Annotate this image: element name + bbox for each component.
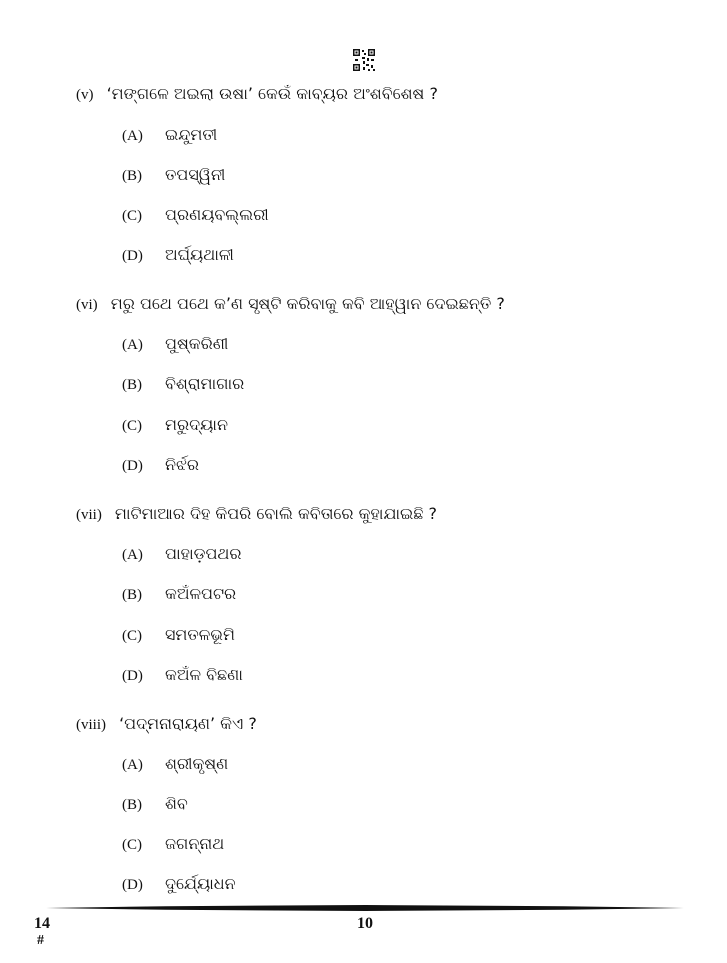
question-number: (vi) (76, 297, 98, 313)
option-text: ପ୍ରଣୟବଲ୍ଲରୀ (165, 205, 269, 224)
question-7 (76, 503, 437, 526)
qr-code-icon (352, 48, 376, 72)
option-c (122, 204, 269, 227)
paper-code: 14 (34, 915, 50, 932)
option-label: (D) (122, 877, 143, 893)
option-d (122, 454, 199, 477)
option-text: ତପସ୍ୱିନୀ (165, 165, 226, 184)
question-text: ‘ମଙ୍ଗଳେ ଅଇଲା ଉଷା’ କେଉଁ କାବ୍ୟର ଅଂଶବିଶେଷ ? (106, 84, 438, 103)
question-text: ମରୁ ପଥେ ପଥେ କ’ଣ ସୃଷ୍ଟି କରିବାକୁ କବି ଆହ୍ୱାନ ଦେଇଛନ୍ତି ? (110, 294, 505, 313)
option-label: (D) (122, 668, 143, 684)
option-text: କଅଁଳପଟର (165, 584, 237, 603)
option-label: (C) (122, 628, 142, 644)
option-label: (B) (122, 587, 142, 603)
footer-rule (46, 905, 684, 911)
option-text: ଇନ୍ଦୁମତୀ (165, 125, 218, 144)
option-d (122, 873, 236, 896)
option-label: (B) (122, 377, 142, 393)
option-label: (D) (122, 458, 143, 474)
option-text: ଜଗନ୍ନାଥ (165, 834, 225, 853)
page-number: 10 (357, 915, 373, 932)
option-label: (A) (122, 547, 143, 563)
option-text: କଅଁଳ ବିଛଣା (165, 665, 243, 684)
option-label: (A) (122, 757, 143, 773)
option-text: ପାହାଡ଼ପଥର (165, 544, 242, 563)
option-a (122, 543, 242, 566)
option-text: ଶିବ (165, 794, 188, 813)
option-text: ଅର୍ଘ୍ୟଥାଳୀ (165, 245, 234, 264)
question-8 (76, 713, 257, 736)
option-label: (B) (122, 168, 142, 184)
option-text: ସମତଳଭୂମି (165, 625, 235, 644)
option-b (122, 793, 188, 816)
option-label: (C) (122, 208, 142, 224)
question-text: ‘ପଦ୍ମନାରାୟଣ’ କିଏ ? (119, 714, 257, 733)
option-a (122, 333, 228, 356)
question-5 (76, 83, 438, 106)
option-c (122, 624, 235, 647)
option-text: ମରୁଦ୍ୟାନ (165, 415, 228, 434)
option-label: (B) (122, 797, 142, 813)
option-text: ନିର୍ଝର (165, 455, 200, 474)
option-label: (C) (122, 418, 142, 434)
option-text: ବିଶ୍ରାମାଗାର (165, 374, 245, 393)
option-b (122, 164, 225, 187)
question-text: ମାଟିମାଆର ଦିହ କିପରି ବୋଲି କବିତାରେ କୁହାଯାଇଛି ? (114, 504, 438, 523)
option-c (122, 414, 228, 437)
option-label: (C) (122, 837, 142, 853)
option-a (122, 753, 228, 776)
question-number: (viii) (76, 717, 106, 733)
option-b (122, 373, 244, 396)
footer-hash-mark: # (37, 933, 44, 948)
question-6 (76, 293, 505, 316)
option-label: (D) (122, 248, 143, 264)
option-b (122, 583, 236, 606)
option-label: (A) (122, 337, 143, 353)
question-number: (v) (76, 87, 94, 103)
option-label: (A) (122, 128, 143, 144)
option-d (122, 244, 234, 267)
option-text: ଦୁର୍ଯ୍ୟୋଧନ (165, 874, 236, 893)
option-text: ଶ୍ରୀକୃଷ୍ଣ (165, 754, 229, 773)
option-text: ପୁଷ୍କରିଣୀ (165, 334, 229, 353)
option-c (122, 833, 224, 856)
question-number: (vii) (76, 507, 102, 523)
option-d (122, 664, 243, 687)
option-a (122, 124, 217, 147)
